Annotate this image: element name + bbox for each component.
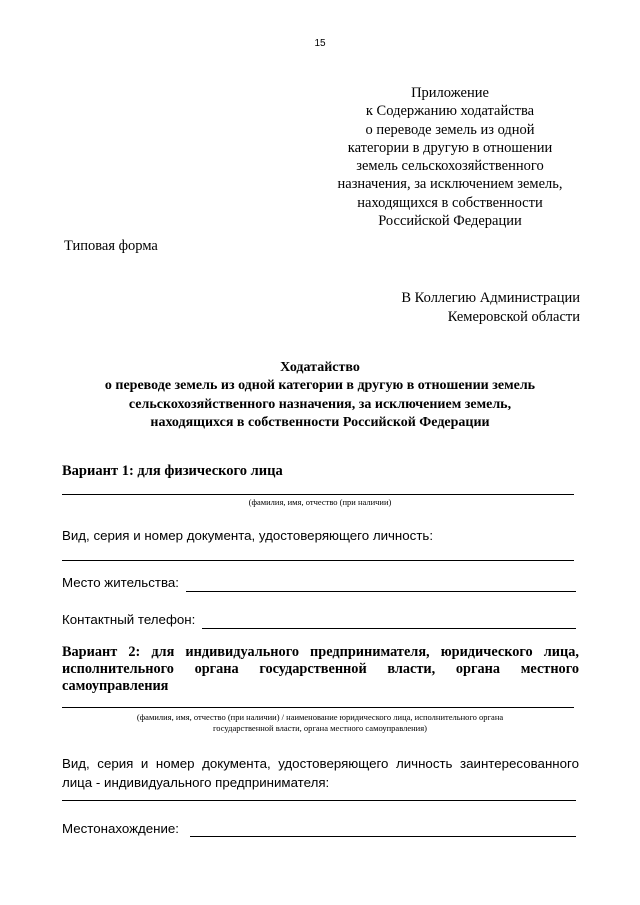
entrepreneur-id-entry-line[interactable] bbox=[62, 800, 576, 801]
label-word: номер bbox=[155, 756, 195, 771]
heading-word: власти, bbox=[387, 661, 436, 678]
label-word: документа, bbox=[202, 756, 271, 771]
heading-word: Вариант bbox=[62, 644, 118, 660]
heading-word: юридического bbox=[440, 644, 533, 660]
heading-word: предпринимателя, bbox=[310, 644, 430, 660]
variant2-heading-row bbox=[62, 644, 579, 661]
location-label: Местонахождение: bbox=[62, 821, 179, 836]
variant2-heading bbox=[62, 644, 579, 696]
addressee-line-2: Кемеровской области bbox=[447, 309, 580, 325]
heading-word: лица, bbox=[543, 644, 579, 660]
label-word: серия bbox=[97, 756, 134, 771]
residence-entry-line[interactable] bbox=[186, 591, 576, 592]
appendix-line: земель сельскохозяйственного bbox=[356, 158, 544, 175]
label-row bbox=[62, 754, 579, 773]
appendix-line: о переводе земель из одной bbox=[365, 121, 535, 138]
hint-line: (фамилия, имя, отчество (при наличии) / наименование юридического лица, исполнительного органа bbox=[136, 712, 504, 722]
variant1-heading: Вариант 1: для физического лица bbox=[62, 463, 283, 479]
id-document-entry-line[interactable] bbox=[62, 560, 574, 561]
appendix-line: категории в другую в отношении bbox=[347, 139, 553, 156]
form-type-label: Типовая форма bbox=[64, 238, 158, 254]
heading-word: для bbox=[151, 644, 175, 660]
appendix-line: находящихся в собственности bbox=[357, 194, 543, 211]
appendix-line: Приложение bbox=[411, 85, 489, 101]
title-line: находящихся в собственности Российской Федерации bbox=[150, 414, 490, 430]
entrepreneur-id-document-label bbox=[62, 754, 579, 792]
appendix-line: назначения, за исключением земель, bbox=[337, 176, 563, 193]
residence-label: Место жительства: bbox=[62, 575, 179, 590]
organization-name-entry-line[interactable] bbox=[62, 707, 574, 708]
id-document-label: Вид, серия и номер документа, удостоверяющего личность: bbox=[62, 528, 434, 543]
heading-word: 2: bbox=[128, 644, 141, 660]
location-entry-line[interactable] bbox=[190, 836, 576, 837]
document-title bbox=[50, 359, 590, 432]
label-word: Вид, bbox=[62, 756, 90, 771]
label-word: заинтересованного bbox=[460, 756, 579, 771]
appendix-line: Российской Федерации bbox=[378, 213, 522, 230]
heading-word: органа bbox=[455, 661, 501, 678]
organization-name-hint bbox=[60, 712, 580, 734]
title-line: сельскохозяйственного назначения, за исключением земель, bbox=[128, 396, 512, 412]
variant2-heading-row bbox=[62, 661, 579, 678]
phone-label: Контактный телефон: bbox=[62, 612, 196, 627]
heading-word: индивидуального bbox=[185, 644, 299, 660]
label-word: личность bbox=[395, 756, 453, 771]
appendix-note bbox=[315, 84, 585, 230]
title-heading: Ходатайство bbox=[280, 360, 360, 375]
phone-entry-line[interactable] bbox=[202, 628, 576, 629]
appendix-line: к Содержанию ходатайства bbox=[365, 103, 535, 120]
page-number: 15 bbox=[314, 38, 326, 49]
label-word: и bbox=[140, 756, 149, 771]
heading-word: исполнительного bbox=[62, 661, 174, 678]
addressee-line-1: В Коллегию Администрации bbox=[401, 290, 580, 306]
addressee bbox=[401, 289, 580, 327]
hint-line: государственной власти, органа местного самоуправления) bbox=[213, 723, 427, 733]
heading-word: органа bbox=[194, 661, 239, 678]
heading-word: государственной bbox=[259, 661, 367, 678]
name-hint: (фамилия, имя, отчество (при наличии) bbox=[248, 497, 392, 507]
heading-word: местного bbox=[520, 661, 579, 678]
title-line: о переводе земель из одной категории в другую в отношении земель bbox=[104, 378, 536, 394]
label-word: удостоверяющего bbox=[278, 756, 389, 771]
variant2-heading-row: самоуправления bbox=[62, 678, 169, 695]
label-row: лица - индивидуального предпринимателя: bbox=[62, 775, 330, 790]
name-entry-line[interactable] bbox=[62, 494, 574, 495]
